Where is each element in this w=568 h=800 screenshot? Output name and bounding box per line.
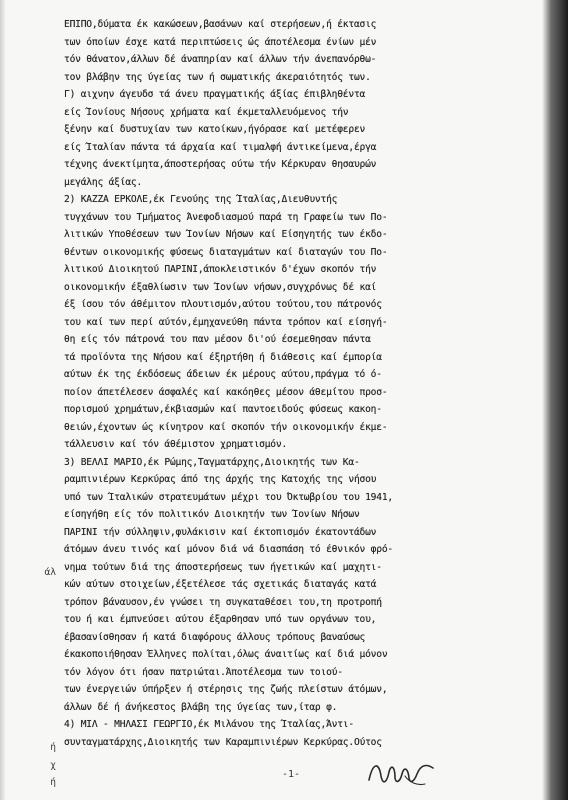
text-line: 4) ΜΙΛ - ΜΗΛΑΣΙ ΓΕΩΡΓΙΟ,έκ Μιλάνου της Ίταλίας,Άντι- bbox=[64, 719, 354, 730]
document-body bbox=[64, 16, 504, 751]
margin-note bbox=[30, 617, 56, 635]
text-line: ποίον άπετέλεσεν άσφαλές καί κακόηθες μέσον άθεμίτου προσ- bbox=[64, 386, 388, 398]
margin-note: χ bbox=[50, 759, 56, 771]
text-line: έξ ίσου τόν άθέμιτον πλουτισμόν,αύτου τούτου,του πάτρονός bbox=[64, 299, 382, 310]
text-line: νημα τούτων διά της άποστερήσεως των ήγετικών καί μαχητι- bbox=[64, 561, 382, 573]
text-line: 3) ΒΕΛΛΙ ΜΑΡΙΟ,έκ Ρώμης,Ταγματάρχης,Διοικητής των Κα- bbox=[64, 456, 360, 468]
text-line: ΕΠΙΠΟ,δύματα έκ κακώσεων,βασάνων καί στερήσεων,ή έκτασις bbox=[64, 19, 377, 30]
text-line: τον βλάβην της ύγείας των ή σωματικής άκεραιότητός των. bbox=[64, 71, 371, 83]
text-line: έκακοποιήθησαν Έλληνες πολίται,όλως άναιτίως καί διά μόνον bbox=[64, 649, 388, 660]
text-line: άλλων δέ ή άνήκεστος βλάβη της ύγείας των,ίταρ φ. bbox=[64, 701, 338, 713]
text-line: θέντων οικονομικής φύσεως διαταγμάτων καί διαταγών του Πο- bbox=[64, 246, 388, 258]
text-line: μεγάλης άξίας. bbox=[64, 176, 143, 188]
text-line: είς Ίονίους Νήσους χρήματα καί έκμεταλλευόμενος τήν bbox=[64, 106, 349, 118]
text-line: έβασανίσθησαν ή κατά διαφόρους άλλους τρόπους βαναύσως bbox=[64, 631, 366, 643]
margin-note bbox=[30, 704, 56, 722]
text-line: υπό των Ίταλικών στρατευμάτων μέχρι του Όκτωβρίου του 1941, bbox=[64, 491, 393, 503]
scan-left-shadow bbox=[0, 0, 6, 800]
text-line: είσηγήθη είς τόν πολιτικόν Διοικητήν των Ίονίων Νήσων bbox=[64, 509, 360, 520]
margin-note bbox=[30, 582, 56, 600]
text-line: κών αύτων στοιχείων,έξετέλεσε τάς σχετικάς διαταγάς κατά bbox=[64, 579, 377, 590]
text-line: ΠΑΡΙΝΙ τήν σύλληψιν,φυλάκισιν καί έκτοπισμόν έκατοντάδων bbox=[64, 526, 377, 538]
text-line: τάλλευσιν καί τόν άθέμιστον χρηματισμόν. bbox=[64, 439, 288, 450]
margin-notes bbox=[30, 564, 56, 792]
handwritten-signature bbox=[365, 752, 445, 792]
margin-note bbox=[30, 722, 56, 740]
margin-note bbox=[30, 652, 56, 670]
margin-note bbox=[30, 687, 56, 705]
page-number: -1- bbox=[282, 769, 301, 780]
text-line: τόν λόγον ότι ήσαν πατριώται.Άποτέλεσμα των τοιού- bbox=[64, 666, 343, 678]
text-line: άτόμων άνευ τινός καί μόνον διά νά διασπάση τό έθνικόν φρό- bbox=[64, 544, 393, 555]
margin-note bbox=[30, 599, 56, 617]
margin-note: άλ bbox=[44, 567, 56, 578]
text-line: συνταγματάρχης,Διοικητής των Καραμπινιέρων Κερκύρας.Ούτος bbox=[64, 736, 382, 748]
text-line: των όποίων έσχε κατά περιπτώσεις ώς άποτέλεσμα ένίων μέν bbox=[64, 36, 377, 48]
text-line: 2) ΚΑΖΖΑ ΕΡΚΟΛΕ,έκ Γενούης της Ίταλίας,Διευθυντής bbox=[64, 194, 338, 205]
text-line: πορισμού χρημάτων,έκβιασμών καί παντοειδούς φύσεως κακοη- bbox=[64, 404, 382, 415]
text-line: τρόπον βάναυσον,έν γνώσει τη συγκαταθέσει του,τη προτροπή bbox=[64, 596, 382, 608]
text-line: οικονομικήν έξαθλίωσιν των Ίονίων νήσων,συγχρόνως δέ καί bbox=[64, 281, 377, 293]
margin-note: ή bbox=[50, 777, 56, 788]
text-line: λιτικών Υποθέσεων των Ίονίων Νήσων καί Είσηγητής των έκδο- bbox=[64, 229, 388, 240]
text-line: λιτικού Διοικητού ΠΑΡΙΝΙ,άποκλειστικόν δ'έχων σκοπόν τήν bbox=[64, 264, 377, 275]
text-line: τά προϊόντα της Νήσου καί έξηρτήθη ή διάθεσις καί έμπορία bbox=[64, 351, 382, 363]
text-line: αύτων έκ της έκδόσεως άδειων έκ μέρους αύτου,πράγμα τό ό- bbox=[64, 369, 382, 380]
text-line: τυγχάνων του Τμήματος Άνεφοδιασμού παρά τη Γραφείω των Πο- bbox=[64, 211, 388, 223]
scan-right-shadow bbox=[542, 0, 568, 800]
margin-note: ή bbox=[50, 742, 56, 753]
text-line: ξένην καί δυστυχίαν των κατοίκων,ήγόρασε καί μετέφερεν bbox=[64, 124, 366, 135]
text-line: θη είς τόν πάτρονά του παν μέσον δι'ού έσεμεθησαν πάντα bbox=[64, 334, 371, 345]
text-line: είς Ίταλίαν πάντα τά άρχαία καί τιμαλφή άντικείμενα,έργα bbox=[64, 141, 377, 153]
text-line: θειών,έχοντων ώς κίνητρον καί σκοπόν τήν οικονομικήν έκμε- bbox=[64, 421, 388, 433]
margin-note bbox=[30, 634, 56, 652]
margin-note bbox=[30, 669, 56, 687]
text-line: τέχνης άνεκτίμητα,άποστερήσας ούτω τήν Κέρκυραν θησαυρών bbox=[64, 159, 377, 170]
text-line: ραμπινιέρων Κερκύρας άπό της άρχής της Κατοχής της νήσου bbox=[64, 474, 377, 485]
text-line: Γ) αιχνην άγευδσ τά άνευ πραγματικής άξίας έπιβληθέντα bbox=[64, 89, 366, 100]
text-line: του καί των περί αύτόν,έμηχανεύθη πάντα τρόπον καί είσηγή- bbox=[64, 316, 388, 328]
text-line: των ένεργειών ύπήρξεν ή στέρησις της ζωής πλείστων άτόμων, bbox=[64, 684, 388, 695]
text-line: τόν θάνατον,άλλων δέ άναπηρίαν καί άλλων τήν άνεπανόρθω- bbox=[64, 54, 377, 65]
text-line: του ή και έμπνεύσει αύτου έξαρθησαν υπό των οργάνων του, bbox=[64, 614, 377, 625]
